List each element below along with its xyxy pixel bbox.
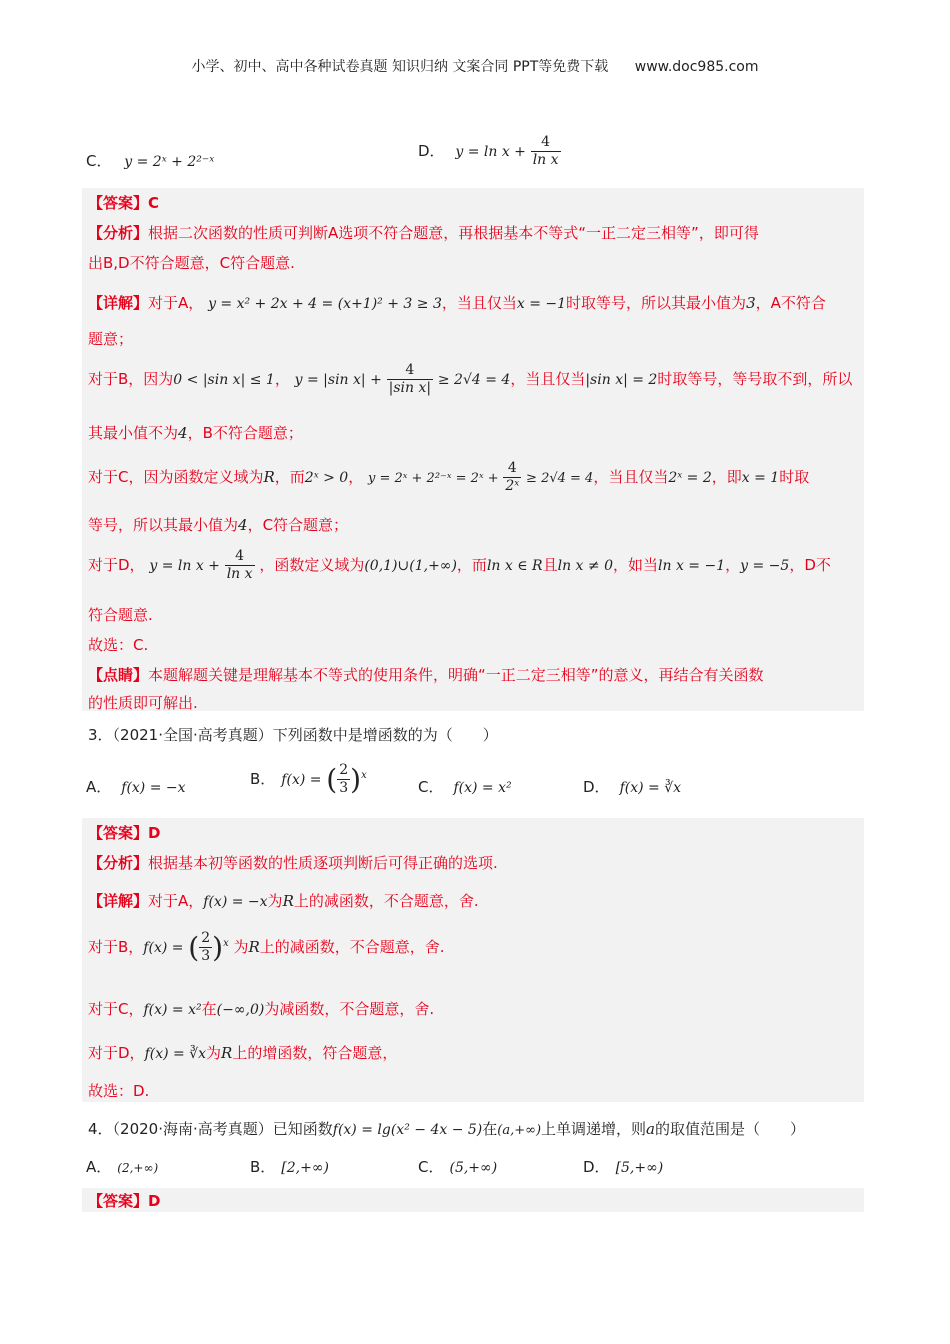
q3-detail-c: 对于C，f(x) = x²在(−∞,0)为减函数，不合题意，舍. <box>88 1000 435 1018</box>
q2-analysis-line2: 出B,D不符合题意，C符合题意. <box>88 254 295 272</box>
q4-option-b: B． [2,+∞) <box>250 1158 329 1176</box>
q3-detail-d: 对于D，f(x) = ∛x为R上的增函数，符合题意， <box>88 1044 398 1062</box>
q2-choose: 故选：C. <box>88 636 149 654</box>
q2-detail-c: 对于C，因为函数定义域为R，而2ˣ > 0， y = 2ˣ + 2²⁻ˣ = 2ˣ + $\frac{4}{\text{2ˣ}}$ ≥ 2√4 = 4，当且仅当2ˣ = 2，即x = 1时取 <box>88 460 810 494</box>
page-header <box>0 56 950 76</box>
q3-answer: 【答案】D <box>88 824 161 842</box>
q4-stem: 4．（2020·海南·高考真题）已知函数f(x) = lg(x² − 4x − 5)在(a,+∞)上单调递增，则a的取值范围是（ ） <box>88 1120 805 1138</box>
q2-note-line2: 的性质即可解出. <box>88 694 198 712</box>
header-url[interactable]: www.doc985.com <box>634 59 759 75</box>
q3-option-a: A． f(x) = −x <box>86 778 186 796</box>
fraction: $\frac{4}{\text{2ˣ}}$ <box>505 460 520 494</box>
q2-detail-b-cont: 其最小值不为4，B不符合题意； <box>88 424 303 442</box>
header-text: 小学、初中、高中各种试卷真题 知识归纳 文案合同 PPT等免费下载 <box>191 59 609 75</box>
q3-option-b: B． f(x) = ( $\frac{2}{3}$ )$^x$ <box>250 762 367 796</box>
q2-solution-block <box>82 188 864 711</box>
q4-answer: 【答案】D <box>88 1192 161 1210</box>
q2-detail-a-cont: 题意； <box>88 330 134 348</box>
q3-choose: 故选：D. <box>88 1082 150 1100</box>
fraction: $\frac{4}{\text{|sin x|}}$ <box>388 362 432 396</box>
q3-stem: 3．（2021·全国·高考真题）下列函数中是增函数的为（ ） <box>88 726 498 744</box>
fraction: $\frac{2}{3}$ <box>201 930 211 964</box>
fraction: $\frac{4}{\text{ln x}}$ <box>532 134 559 168</box>
q4-option-c: C． (5,+∞) <box>418 1158 498 1176</box>
q2-option-d: D． y = ln x + $\frac{4}{\text{ln x}}$ <box>418 134 559 168</box>
q2-detail-a: 【详解】对于A， y = x² + 2x + 4 = (x+1)² + 3 ≥ 3，当且仅当x = −1时取等号，所以其最小值为3，A不符合 <box>88 294 826 312</box>
q2-detail-d: 对于D， y = ln x + $\frac{4}{\text{ln x}}$ ，函数定义域为(0,1)∪(1,+∞)，而ln x ∈ R且ln x ≠ 0，如当ln x = −1，y = −5，D不 <box>88 548 831 582</box>
q3-option-d: D． f(x) = ∛x <box>583 778 682 796</box>
q4-option-a: A． (2,+∞) <box>86 1158 159 1176</box>
q3-detail-b: 对于B，f(x) = ( $\frac{2}{3}$ )$^x$ 为R上的减函数，不合题意，舍. <box>88 930 445 964</box>
fraction: $\frac{4}{\text{ln x}}$ <box>226 548 253 582</box>
q2-detail-d-cont: 符合题意. <box>88 606 153 624</box>
q2-option-c: C． y = 2ˣ + 2²⁻ˣ <box>86 152 215 170</box>
q2-detail-c-cont: 等号，所以其最小值为4，C符合题意； <box>88 516 349 534</box>
fraction: $\frac{2}{3}$ <box>339 762 349 796</box>
q3-option-c: C． f(x) = x² <box>418 778 512 796</box>
q3-detail-a: 【详解】对于A，f(x) = −x为R上的减函数，不合题意，舍. <box>88 892 479 910</box>
q2-detail-b: 对于B，因为0 < |sin x| ≤ 1， y = |sin x| + $\frac{4}{\text{|sin x|}}$ ≥ 2√4 = 4，当且仅当|sin x| = 2时取等号，等号取不到，所以 <box>88 362 853 396</box>
q3-solution-block <box>82 818 864 1102</box>
q4-option-d: D． [5,+∞) <box>583 1158 664 1176</box>
q4-solution-block <box>82 1188 864 1212</box>
q3-analysis: 【分析】根据基本初等函数的性质逐项判断后可得正确的选项. <box>88 854 498 872</box>
q2-answer: 【答案】C <box>88 194 160 212</box>
q2-analysis-line1: 【分析】根据二次函数的性质可判断A选项不符合题意，再根据基本不等式“一正二定三相等”，即可得 <box>88 224 759 242</box>
q2-note-line1: 【点睛】本题解题关键是理解基本不等式的使用条件，明确“一正二定三相等”的意义，再结合有关函数 <box>88 666 764 684</box>
